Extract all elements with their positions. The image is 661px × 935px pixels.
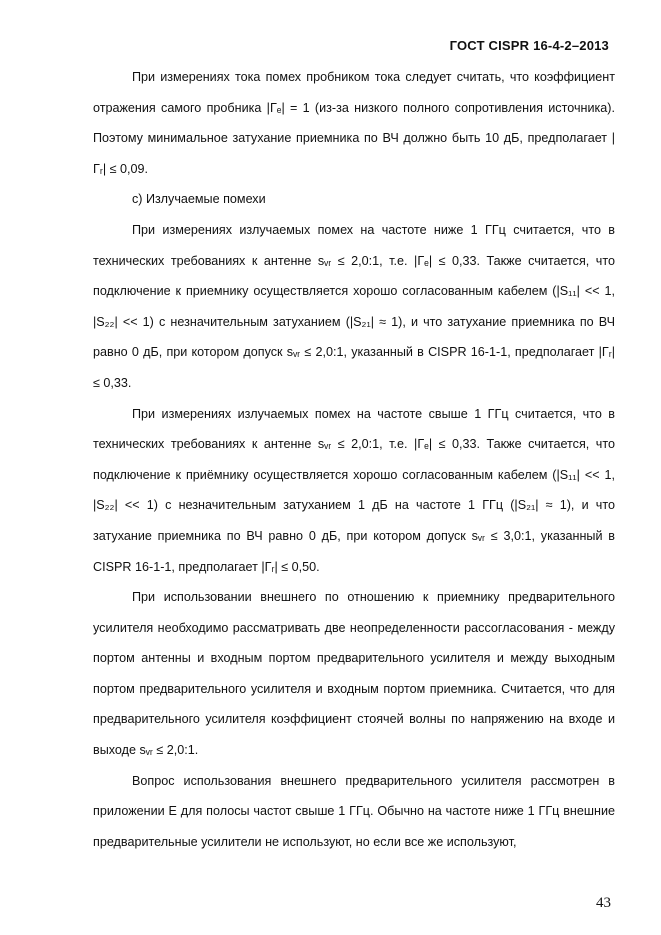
paragraph-radiated-below-1ghz: При измерениях излучаемых помех на частоте ниже 1 ГГц считается, что в технических требованиях к антенне sᵥᵣ ≤ 2,0:1, т.е. |Гₑ| ≤ 0,33. Также считается, что подключение к приемнику осуществляется хорошо согласованным кабелем (|S₁₁| << 1, |S₂₂| << 1) с незначительным затуханием (|S₂₁| ≈ 1), и что затухание приемника по ВЧ равно 0 дБ, при котором допуск sᵥᵣ ≤ 2,0:1, указанный в CISPR 16-1-1, предполагает |Гᵣ| ≤ 0,33. <box>93 222 615 390</box>
section-heading-radiated: с) Излучаемые помехи <box>132 192 266 207</box>
paragraph-preamplifier: При использовании внешнего по отношению к приемнику предварительного усилителя необходимо рассматривать две неопределенности рассогласования - между портом антенны и входным портом предварительного усилителя и между выходным портом предварительного усилителя и входным портом приемника. Считается, что для предварительного усилителя коэффициент стоячей волны по напряжению на входе и выходе sᵥᵣ ≤ 2,0:1. <box>93 590 615 758</box>
page-number: 43 <box>596 895 611 911</box>
document-body <box>93 62 615 857</box>
paragraph-preamplifier-annex: Вопрос использования внешнего предварительного усилителя рассмотрен в приложении Е для полосы частот свыше 1 ГГц. Обычно на частоте ниже 1 ГГц внешние предварительные усилители не используют, но если все же используют, <box>93 773 615 849</box>
document-header: ГОСТ CISPR 16-4-2–2013 <box>449 38 609 53</box>
paragraph-radiated-above-1ghz: При измерениях излучаемых помех на частоте свыше 1 ГГц считается, что в технических требованиях к антенне sᵥᵣ ≤ 2,0:1, т.е. |Гₑ| ≤ 0,33. Также считается, что подключение к приёмнику осуществляется хорошо согласованным кабелем (|S₁₁| << 1, |S₂₂| << 1) с незначительным затуханием 1 дБ на частоте 1 ГГц (|S₂₁| ≈ 1), и что затухание приемника по ВЧ равно 0 дБ, при котором допуск sᵥᵣ ≤ 3,0:1, указанный в CISPR 16-1-1, предполагает |Гᵣ| ≤ 0,50. <box>93 406 615 574</box>
paragraph-current-probe: При измерениях тока помех пробником тока следует считать, что коэффициент отражения самого пробника |Гₑ| = 1 (из-за низкого полного сопротивления источника). Поэтому минимальное затухание приемника по ВЧ должно быть 10 дБ, предполагает |Гᵣ| ≤ 0,09. <box>93 70 615 176</box>
